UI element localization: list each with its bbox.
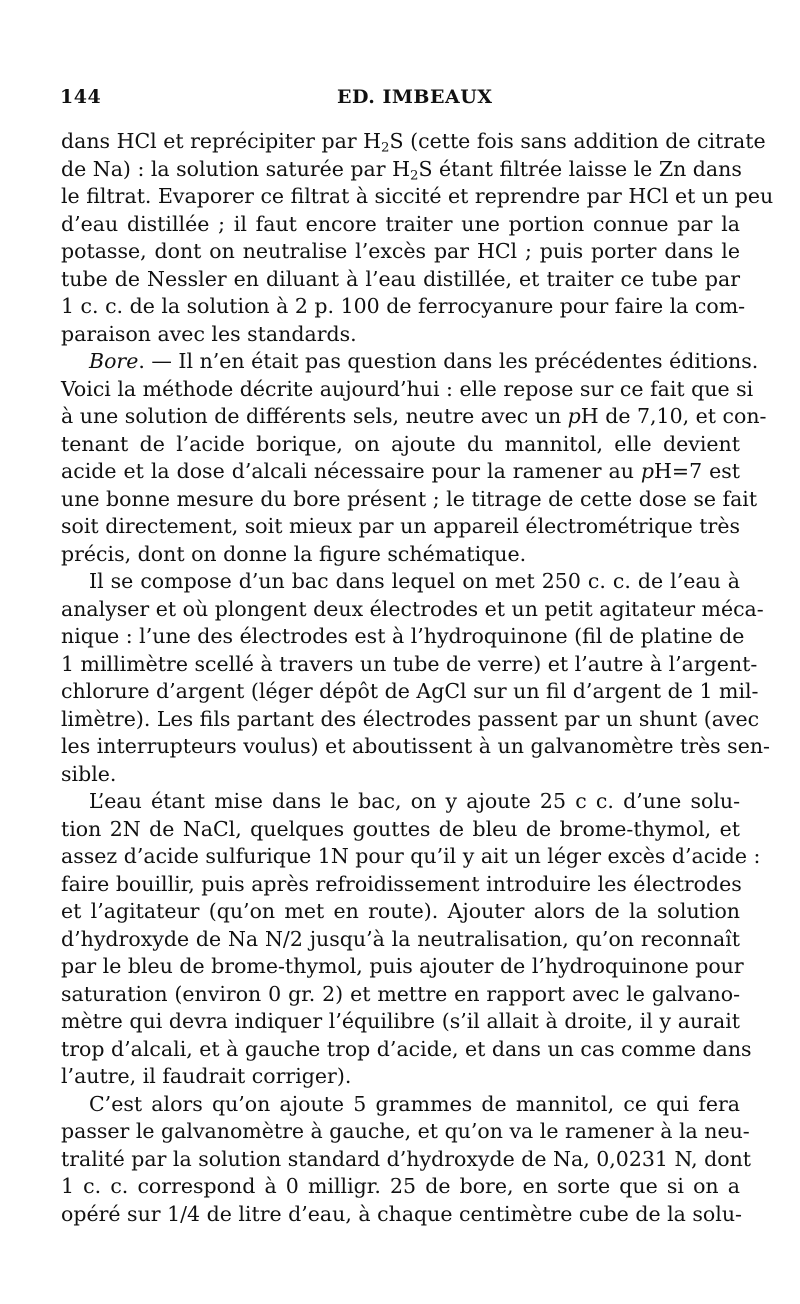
text-line <box>61 348 759 376</box>
text-segment: faire bouillir, puis après refroidissement introduire les électrodes <box>61 871 742 896</box>
text-segment: d’eau distillée ; il faut encore traiter une portion connue par la <box>61 211 740 236</box>
text-line <box>61 266 740 294</box>
text-segment: nique : l’une des électrodes est à l’hydroquinone (fil de platine de <box>61 624 745 648</box>
text-line <box>61 321 740 349</box>
text-segment: Voici la méthode décrite aujourd’hui : elle repose sur ce fait que si <box>61 376 754 401</box>
text-line <box>61 981 740 1009</box>
text-segment: opéré sur 1/4 de litre d’eau, à chaque centimètre cube de la solu- <box>61 1201 742 1226</box>
text-segment: d’hydroxyde de Na N/2 jusqu’à la neutralisation, qu’on reconnaît <box>61 926 740 951</box>
text-segment: 1 c. c. correspond à 0 milligr. 25 de bore, en sorte que si on a <box>61 1174 740 1198</box>
text-segment: paraison avec les standards. <box>61 321 357 346</box>
text-line <box>61 898 740 926</box>
text-segment: . — Il n’en était pas question dans les précédentes éditions. <box>138 349 759 373</box>
text-segment: mètre qui devra indiquer l’équilibre (s’il allait à droite, il y aurait <box>61 1009 740 1033</box>
text-line <box>61 1118 750 1146</box>
text-segment: tube de Nessler en diluant à l’eau distillée, et traiter ce tube par <box>61 266 740 291</box>
text-line <box>61 816 740 844</box>
text-line <box>61 1173 740 1201</box>
text-line <box>61 568 740 596</box>
text-line <box>61 761 740 789</box>
italic-text: Bore <box>89 349 139 373</box>
text-line <box>61 1063 740 1091</box>
italic-text: p <box>567 404 581 428</box>
text-segment: analyser et où plongent deux électrodes et un petit agitateur méca- <box>61 596 764 621</box>
text-segment: à une solution de différents sels, neutre avec un <box>61 404 568 428</box>
text-segment: l’autre, il faudrait corriger). <box>61 1064 352 1088</box>
text-segment: L’eau étant mise dans le bac, on y ajoute 25 c c. d’une solu- <box>89 789 740 813</box>
text-segment: H de 7,10, et con- <box>580 404 767 428</box>
text-line <box>61 596 764 624</box>
text-segment: chlorure d’argent (léger dépôt de AgCl sur un fil d’argent de 1 mil- <box>61 679 759 703</box>
text-segment: assez d’acide sulfurique 1N pour qu’il y ait un léger excès d’acide : <box>61 844 761 868</box>
text-line <box>61 183 774 211</box>
text-segment: soit directement, soit mieux par un appareil électrométrique très <box>61 514 740 538</box>
text-line <box>61 431 740 459</box>
text-line <box>61 211 740 239</box>
subscript: 2 <box>409 167 419 183</box>
text-line <box>61 953 744 981</box>
subscript: 2 <box>381 140 390 156</box>
text-line <box>61 843 761 871</box>
text-segment: S étant filtrée laisse le Zn dans <box>418 156 742 181</box>
text-line <box>61 541 740 569</box>
text-segment: le filtrat. Evaporer ce filtrat à siccité et reprendre par HCl et un peu <box>61 184 774 208</box>
text-segment: les interrupteurs voulus) et aboutissent à un galvanomètre très sen- <box>61 734 770 758</box>
page-number: 144 <box>60 86 102 108</box>
text-segment: tenant de l’acide borique, on ajoute du mannitol, elle devient <box>61 431 740 456</box>
text-segment: passer le galvanomètre à gauche, et qu’on va le ramener à la neu- <box>61 1119 750 1143</box>
text-segment: 1 millimètre scellé à travers un tube de verre) et l’autre à l’argent- <box>61 651 758 676</box>
text-line <box>61 486 758 514</box>
text-segment: S (cette fois sans addition de citrate <box>389 129 766 153</box>
text-line <box>61 1146 752 1174</box>
text-line <box>61 871 740 899</box>
text-line <box>61 128 766 156</box>
text-segment: trop d’alcali, et à gauche trop d’acide, et dans un cas comme dans <box>61 1036 752 1061</box>
text-segment: sible. <box>61 761 117 786</box>
text-segment: Il se compose d’un bac dans lequel on met 250 c. c. de l’eau à <box>89 569 740 593</box>
text-line <box>61 678 759 706</box>
text-line <box>61 376 754 404</box>
text-segment: par le bleu de brome-thymol, puis ajouter de l’hydroquinone pour <box>61 954 744 978</box>
text-segment: de Na) : la solution saturée par H <box>61 156 410 181</box>
text-segment: une bonne mesure du bore présent ; le titrage de cette dose se fait <box>61 486 758 511</box>
text-segment: C’est alors qu’on ajoute 5 grammes de mannitol, ce qui fera <box>89 1091 740 1116</box>
text-segment: tralité par la solution standard d’hydroxyde de Na, 0,0231 N, dont <box>61 1146 752 1171</box>
text-line <box>61 1036 752 1064</box>
text-segment: 1 c. c. de la solution à 2 p. 100 de ferrocyanure pour faire la com- <box>61 294 746 318</box>
text-line <box>61 403 767 431</box>
text-line <box>61 458 740 486</box>
text-line <box>61 651 758 679</box>
body-text <box>61 128 774 1228</box>
text-segment: H=7 est <box>654 459 740 483</box>
text-segment: tion 2N de NaCl, quelques gouttes de bleu de brome-thymol, et <box>61 816 740 841</box>
text-segment: acide et la dose d’alcali nécessaire pour la ramener au <box>61 459 641 483</box>
text-segment: saturation (environ 0 gr. 2) et mettre en rapport avec le galvano- <box>61 981 740 1006</box>
text-line <box>61 513 740 541</box>
text-line <box>61 1008 740 1036</box>
text-line <box>61 788 740 816</box>
text-line <box>61 623 745 651</box>
text-segment: limètre). Les fils partant des électrodes passent par un shunt (avec <box>61 706 760 731</box>
running-head: ED. IMBEAUX <box>337 86 493 108</box>
text-segment: et l’agitateur (qu’on met en route). Ajouter alors de la solution <box>61 899 740 923</box>
text-line <box>61 238 740 266</box>
text-line <box>61 706 760 734</box>
text-segment: dans HCl et reprécipiter par H <box>61 129 382 153</box>
text-segment: potasse, dont on neutralise l’excès par HCl ; puis porter dans le <box>61 239 740 263</box>
text-line <box>61 1091 740 1119</box>
italic-text: p <box>640 459 655 483</box>
text-line <box>61 733 770 761</box>
text-line <box>61 293 746 321</box>
text-line <box>61 156 740 184</box>
text-line <box>61 926 740 954</box>
text-line <box>61 1201 740 1229</box>
text-segment: précis, dont on donne la figure schématique. <box>61 541 527 566</box>
